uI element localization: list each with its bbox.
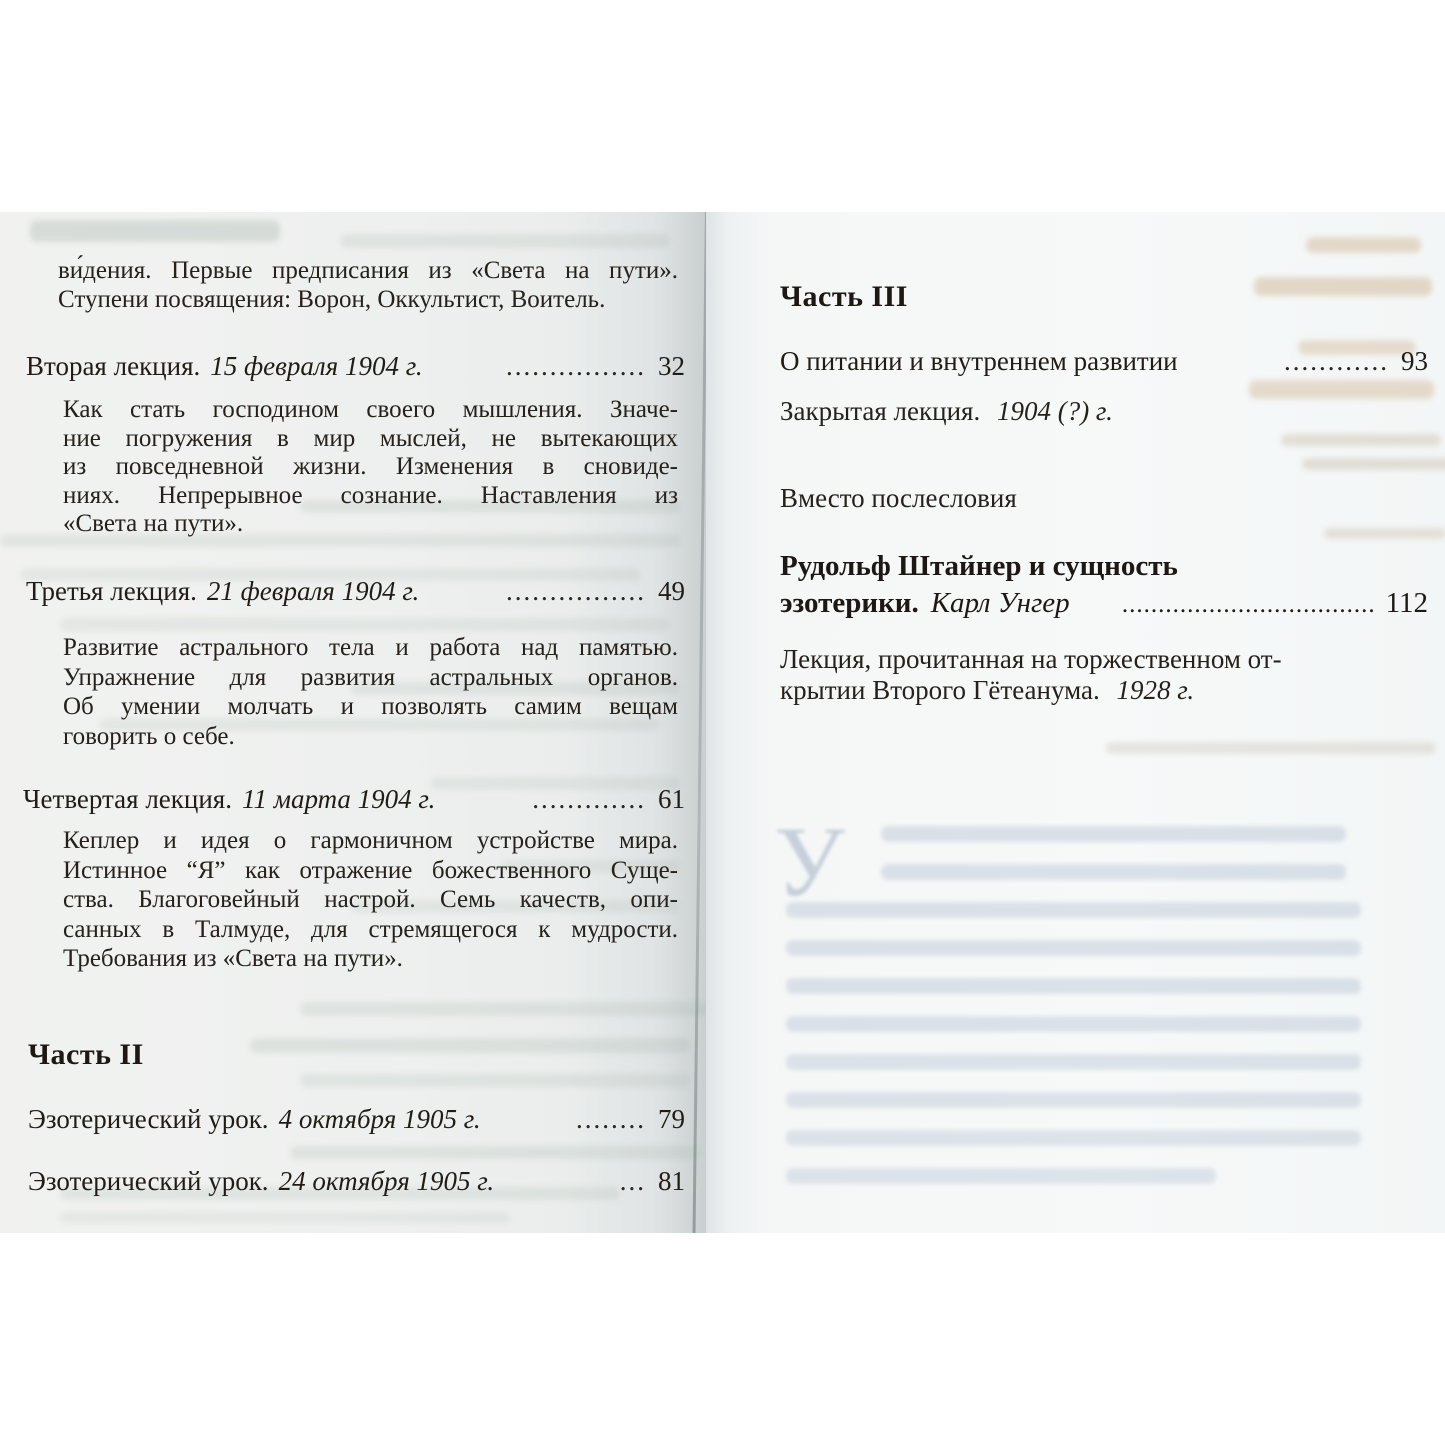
entry-title-line2 [780, 585, 1428, 623]
bleedthrough-line [1281, 434, 1441, 446]
toc-line: ви́дения. Первые предписания из «Света на пути». [58, 257, 678, 284]
toc-entry-nutrition [780, 346, 1428, 376]
entry-date: 11 марта 1904 г. [241, 784, 436, 814]
entry-title-line1: Рудольф Штайнер и сущность [780, 550, 1178, 582]
toc-entry-lecture4 [23, 784, 685, 814]
entry-title: Эзотерический урок. [28, 1104, 269, 1134]
toc-line: «Света на пути». [63, 510, 244, 537]
toc-line: Лекция, прочитанная на торжественном от- [780, 644, 1282, 674]
bleedthrough-line [786, 940, 1361, 956]
toc-entry-steiner [780, 548, 1428, 623]
entry-title: Четвертая лекция. [23, 784, 232, 814]
entry-page-number: 112 [1385, 587, 1428, 619]
dot-leader: ................ [506, 576, 646, 606]
bleedthrough-drop-cap: У [774, 806, 845, 917]
entry-date: 1904 (?) г. [996, 396, 1113, 426]
entry-page-number: 93 [1401, 346, 1428, 376]
bleedthrough-line [786, 1168, 1216, 1184]
bleedthrough-line [1106, 742, 1436, 754]
toc-line: Развитие астрального тела и работа над памятью. [63, 634, 678, 661]
toc-line: Ступени посвящения: Ворон, Оккультист, Воитель. [58, 285, 606, 313]
toc-line: Об умении молчать и позволять самим вещам [63, 693, 678, 720]
toc-line: санных в Талмуде, для стремящегося к мудрости. [63, 915, 678, 943]
bleedthrough-line [340, 234, 670, 248]
toc-description-lecture2 [63, 396, 678, 539]
toc-line: из повседневной жизни. Изменения в сновиде- [63, 453, 678, 480]
entry-date: 21 февраля 1904 г. [206, 576, 420, 606]
toc-entry-lesson1 [28, 1104, 685, 1134]
bleedthrough-line [1324, 528, 1445, 539]
toc-entry-lesson2 [28, 1166, 685, 1196]
bleedthrough-line [786, 1130, 1361, 1146]
note-year: 1928 г. [1116, 675, 1195, 705]
entry-date: 24 октября 1905 г. [278, 1166, 495, 1196]
dot-leader: ................................... [1121, 591, 1376, 618]
entry-page-number: 79 [658, 1104, 685, 1134]
bleedthrough-line [30, 220, 280, 242]
note-roman: крытии Второго Гётеанума. [780, 675, 1100, 705]
toc-line: ние погружения в мир мыслей, не вытекающих [63, 424, 678, 452]
bleedthrough-line [1249, 380, 1434, 399]
right-page [706, 212, 1445, 1233]
entry-page-number: 32 [658, 351, 685, 381]
bleedthrough-line [881, 826, 1346, 842]
entry-date: 4 октября 1905 г. [278, 1104, 481, 1134]
entry-title: Закрытая лекция. [780, 396, 981, 426]
entry-date: 15 февраля 1904 г. [210, 351, 423, 381]
bleedthrough-line [786, 902, 1361, 918]
entry-page-number: 61 [658, 784, 685, 814]
toc-description-lecture3 [63, 633, 678, 751]
dot-leader: ............. [532, 784, 646, 814]
toc-description-lecture4 [63, 826, 678, 974]
entry-title: Третья лекция. [26, 576, 197, 606]
toc-line: ниях. Непрерывное сознание. Наставления из [63, 481, 678, 509]
afterword-heading: Вместо послесловия [780, 483, 1017, 513]
dot-leader: ............ [1284, 346, 1389, 376]
toc-line: Требования из «Света на пути». [63, 945, 403, 972]
bleedthrough-line [300, 1002, 706, 1016]
part2-heading: Часть II [28, 1038, 144, 1071]
toc-note-lecture-1928 [780, 644, 1282, 706]
dot-leader: ... [619, 1166, 646, 1196]
bleedthrough-line [1302, 458, 1445, 470]
bleedthrough-line [1306, 237, 1421, 253]
dot-leader: ........ [576, 1104, 646, 1134]
entry-title: Вторая лекция. [26, 351, 201, 381]
bleedthrough-line [786, 978, 1361, 994]
left-page [0, 212, 706, 1233]
entry-title-bold: эзотерики. [780, 587, 919, 619]
entry-page-number: 49 [658, 576, 685, 606]
toc-line: Истинное “Я” как отражение божественного Суще- [63, 856, 678, 884]
entry-author: Карл Унгер [930, 587, 1070, 619]
entry-title: О питании и внутреннем развитии [780, 346, 1178, 376]
bleedthrough-line [300, 1074, 690, 1087]
bleedthrough-line [786, 1054, 1361, 1070]
toc-line [780, 675, 1282, 706]
toc-entry-lecture2 [26, 351, 685, 381]
toc-line: говорить о себе. [63, 722, 235, 750]
bleedthrough-line [250, 1038, 690, 1053]
bleedthrough-line [1254, 277, 1432, 296]
toc-entry-lecture3 [26, 576, 685, 606]
bleedthrough-line [881, 864, 1346, 880]
toc-subline-closed-lecture [780, 396, 1113, 427]
toc-line: Упражнение для развития астральных органов. [63, 663, 678, 691]
bleedthrough-line [60, 618, 670, 631]
toc-line: Как стать господином своего мышления. Значе- [63, 396, 678, 423]
toc-line: Кеплер и идея о гармоничном устройстве мира. [63, 827, 678, 854]
bleedthrough-line [786, 1016, 1361, 1032]
toc-paragraph-continuation [58, 257, 678, 314]
bleedthrough-line [60, 1212, 510, 1223]
bleedthrough-line [786, 1092, 1361, 1108]
toc-line: ства. Благоговейный настрой. Семь качеств, опи- [63, 886, 678, 913]
entry-title: Эзотерический урок. [28, 1166, 269, 1196]
part3-heading: Часть III [780, 280, 908, 313]
entry-page-number: 81 [658, 1166, 685, 1196]
book-spread [0, 212, 1445, 1233]
bleedthrough-line [290, 1146, 700, 1159]
dot-leader: ................ [506, 351, 646, 381]
